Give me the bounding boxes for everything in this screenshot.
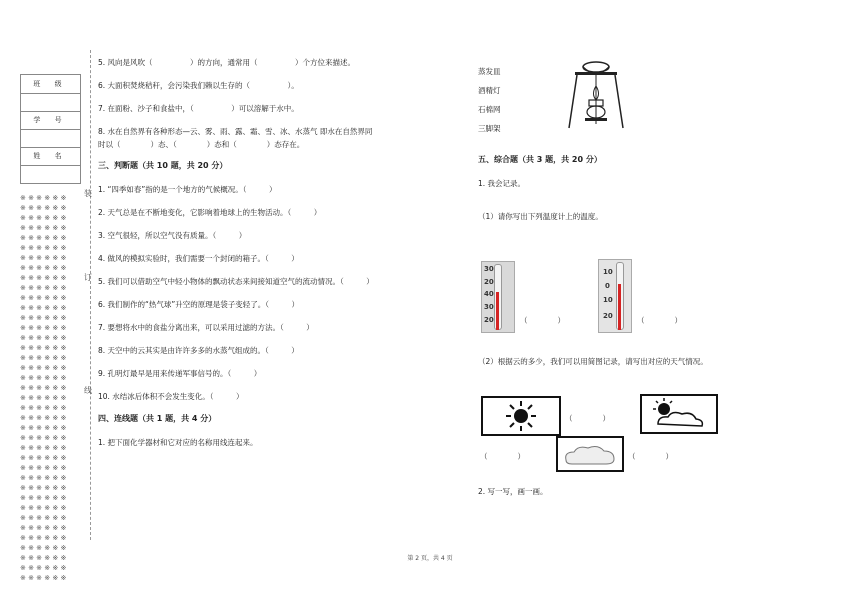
comprehensive-question-1: 1. 我会记录。	[478, 179, 526, 188]
thermometer-1-tick: 40	[484, 290, 494, 298]
judge-question-5: 5. 我们可以借助空气中轻小物体的飘动状态来间接知道空气的流动情况。（ ）	[98, 277, 374, 286]
judge-question-6: 6. 我们制作的“热气球”升空的原理是袋子变轻了。（ ）	[98, 300, 300, 309]
weather-card-partly-cloudy	[640, 394, 718, 434]
weather-card-sunny-answer: （ ）	[565, 414, 610, 423]
cloud-icon	[558, 438, 622, 470]
lab-label-alcohol-lamp: 酒精灯	[478, 86, 501, 95]
thermometer-1-mercury	[496, 292, 499, 330]
thermometer-1-tick: 20	[484, 278, 494, 286]
binding-char-3: 线	[84, 386, 92, 395]
binding-char-2: 订	[84, 273, 92, 282]
thermometer-1-tick: 30	[484, 303, 494, 311]
lab-label-asbestos-net: 石棉网	[478, 105, 501, 114]
fill-question-8-line1: 8. 水在自然界有各种形态—云、雾、雨、露、霜、雪、冰、水蒸气 即水在自然界同	[98, 127, 373, 136]
fill-question-6: 6. 大面积焚烧秸秆，会污染我们赖以生存的（ ）。	[98, 81, 299, 90]
binding-char-1: 装	[84, 189, 92, 198]
thermometer-1-answer: （ ）	[520, 316, 565, 325]
judge-question-9: 9. 孔明灯最早是用来传递军事信号的。（ ）	[98, 369, 262, 378]
thermometer-2-tick: 10	[603, 268, 613, 276]
name-field-input	[21, 165, 80, 183]
judge-question-7: 7. 要想将水中的食盐分离出来，可以采用过滤的方法。（ ）	[98, 323, 314, 332]
thermometer-1-tick: 30	[484, 265, 494, 273]
thermometer-instruction: （1）请你写出下列温度计上的温度。	[478, 212, 603, 221]
judge-question-8: 8. 天空中的云其实是由许许多多的水蒸气组成的。（ ）	[98, 346, 299, 355]
lab-label-tripod: 三脚架	[478, 124, 501, 133]
weather-card-cloudy	[556, 436, 624, 472]
student-id-field-input	[21, 129, 80, 148]
fill-question-7: 7. 在面粉、沙子和食盐中，（ ）可以溶解于水中。	[98, 104, 299, 113]
thermometer-1-tick: 20	[484, 316, 494, 324]
name-field-label: 姓 名	[21, 147, 80, 166]
thermometer-2-tick: 10	[603, 296, 613, 304]
lab-label-evaporating-dish: 蒸发皿	[478, 67, 501, 76]
matching-question-1: 1. 把下面化学器材和它对应的名称用线连起来。	[98, 438, 258, 447]
section-4-title: 四、连线题（共 1 题，共 4 分）	[98, 414, 217, 423]
weather-card-cloudy-answer: （ ）	[480, 452, 525, 461]
weather-card-sunny	[481, 396, 561, 436]
weather-instruction: （2）根据云的多少，我们可以用简图记录，请写出对应的天气情况。	[478, 357, 708, 366]
fill-question-5: 5. 风向是风吹（ ）的方向，通常用（ ）个方位来描述。	[98, 58, 356, 67]
section-3-title: 三、判断题（共 10 题，共 20 分）	[98, 161, 228, 170]
lab-equipment-illustration	[565, 58, 627, 132]
section-5-title: 五、综合题（共 3 题，共 20 分）	[478, 155, 602, 164]
page-footer: 第 2 页，共 4 页	[407, 555, 453, 562]
class-field-label: 班 级	[21, 75, 80, 94]
student-info-table	[20, 74, 81, 184]
thermometer-2	[598, 259, 632, 333]
class-field-input	[21, 93, 80, 112]
judge-question-2: 2. 天气总是在不断地变化，它影响着地球上的生物活动。（ ）	[98, 208, 322, 217]
binding-line	[90, 50, 91, 540]
thermometer-2-tick: 20	[603, 312, 613, 320]
judge-question-3: 3. 空气很轻，所以空气没有质量。（ ）	[98, 231, 247, 240]
judge-question-4: 4. 做风的模拟实验时，我们需要一个封闭的箱子。（ ）	[98, 254, 299, 263]
margin-pattern: ※ ※ ※ ※ ※ ※ ※ ※ ※ ※ ※ ※ ※ ※ ※ ※ ※ ※ ※ ※ ※ ※ ※ ※ ※ ※ ※ ※ ※ ※ ※ ※ ※ ※ ※ ※ ※ ※ ※ ※ ※ ※ ※ ※ ※ ※ ※ ※ ※ ※ ※ ※ ※ ※ ※ ※ ※ ※ ※ ※ ※ ※ ※ ※ ※ ※ ※ ※ ※ ※ ※ ※ ※ ※ ※ ※ ※ ※ ※ ※ ※ ※ ※ ※ ※ ※ ※ ※ ※ ※ ※ ※ ※ ※ ※ ※ ※ ※ ※ ※ ※ ※ ※ ※ ※ ※ ※ ※ ※ ※ ※ ※ ※ ※ ※ ※ ※ ※ ※ ※ ※ ※ ※ ※ ※ ※ ※ ※ ※ ※ ※ ※ ※ ※ ※ ※ ※ ※ ※ ※ ※ ※ ※ ※ ※ ※ ※ ※ ※ ※ ※ ※ ※ ※ ※ ※ ※ ※ ※ ※ ※ ※ ※ ※ ※ ※ ※ ※ ※ ※ ※ ※ ※ ※ ※ ※ ※ ※ ※ ※ ※ ※ ※ ※ ※ ※ ※ ※ ※ ※ ※ ※ ※ ※ ※ ※ ※ ※ ※ ※ ※ ※ ※ ※ ※ ※ ※ ※ ※ ※ ※ ※ ※ ※ ※ ※ ※ ※ ※ ※ ※ ※ ※ ※ ※ ※ ※ ※ ※ ※ ※ ※ ※ ※	[20, 194, 67, 582]
student-id-field-label: 学 号	[21, 111, 80, 130]
sun-icon	[483, 398, 559, 434]
thermometer-2-mercury	[618, 284, 621, 330]
sun-cloud-icon	[642, 396, 716, 432]
weather-card-partly-cloudy-answer: （ ）	[628, 452, 673, 461]
comprehensive-question-2: 2. 写一写，画一画。	[478, 487, 548, 496]
judge-question-1: 1. “四季如春”指的是一个地方的气候概况。（ ）	[98, 185, 277, 194]
fill-question-8-line2: 时以（ ）态、（ ）态和（ ）态存在。	[98, 140, 305, 149]
judge-question-10: 10. 水结冰后体积不会发生变化。（ ）	[98, 392, 244, 401]
thermometer-1	[481, 261, 515, 333]
thermometer-2-answer: （ ）	[637, 316, 682, 325]
thermometer-2-tick: 0	[605, 282, 610, 290]
